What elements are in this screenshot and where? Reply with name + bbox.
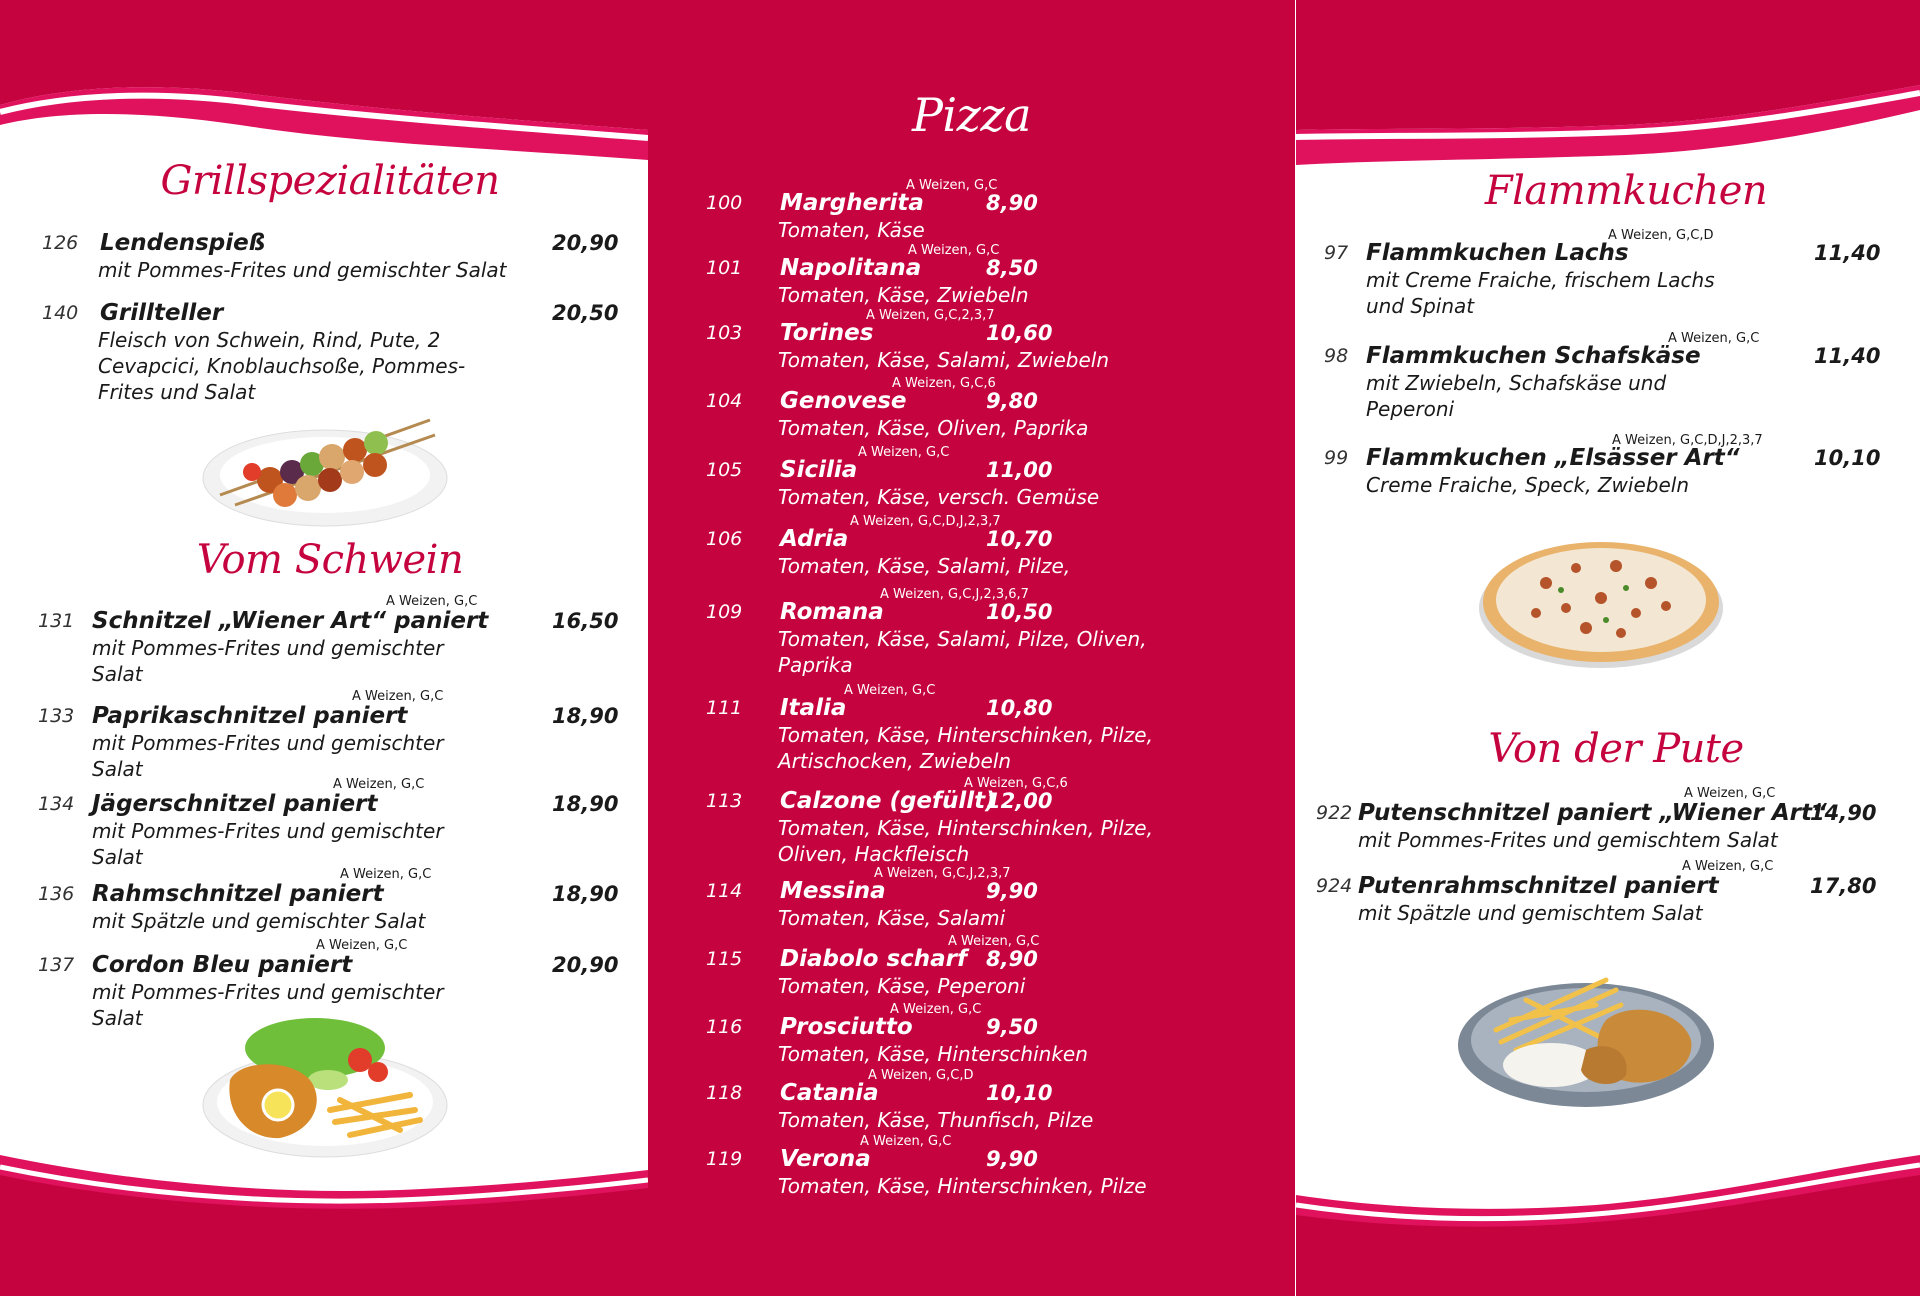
menu-item — [648, 1134, 1295, 1198]
item-allergens: A Weizen, G,C — [908, 243, 1000, 258]
item-price: 20,90 — [552, 953, 619, 977]
item-name: Napolitana — [780, 255, 922, 281]
item-description: mit Spätzle und gemischter Salat — [92, 909, 426, 933]
item-price: 10,70 — [986, 527, 1053, 551]
menu-item — [648, 445, 1295, 509]
item-description: mit Creme Fraiche, frischem Lachs und Spinat — [1366, 268, 1715, 318]
item-price: 16,50 — [552, 609, 619, 633]
item-number: 137 — [38, 954, 75, 976]
item-number: 136 — [38, 883, 75, 905]
item-number: 109 — [706, 601, 743, 623]
menu-item — [648, 683, 1295, 773]
item-name: Verona — [780, 1146, 871, 1172]
item-price: 14,90 — [1810, 801, 1877, 825]
item-allergens: A Weizen, G,C — [386, 594, 478, 609]
item-price: 11,40 — [1814, 241, 1881, 265]
item-allergens: A Weizen, G,C — [352, 689, 444, 704]
item-name: Sicilia — [780, 457, 858, 483]
item-number: 126 — [42, 232, 79, 254]
item-description: Tomaten, Käse, Thunfisch, Pilze — [778, 1108, 1094, 1132]
item-number: 140 — [42, 302, 79, 324]
item-description: Tomaten, Käse, Hinterschinken, Pilze — [778, 1174, 1147, 1198]
item-number: 113 — [706, 790, 743, 812]
item-number: 131 — [38, 610, 75, 632]
item-price: 8,50 — [986, 256, 1038, 280]
menu-item — [648, 934, 1295, 998]
item-allergens: A Weizen, G,C — [860, 1134, 952, 1149]
menu-item — [648, 243, 1295, 307]
item-name: Lendenspieß — [100, 230, 266, 256]
menu-item — [648, 308, 1295, 372]
grill-title: Grillspezialitäten — [160, 158, 500, 204]
item-name: Prosciutto — [780, 1014, 913, 1040]
item-name: Schnitzel „Wiener Art“ paniert — [92, 608, 489, 634]
item-name: Italia — [780, 695, 847, 721]
item-name: Diabolo scharf — [780, 946, 968, 972]
item-number: 116 — [706, 1016, 743, 1038]
pizza-title: Pizza — [911, 88, 1032, 142]
menu-item — [648, 1002, 1295, 1066]
menu-item — [0, 230, 648, 282]
item-price: 10,80 — [986, 696, 1053, 720]
item-name: Margherita — [780, 190, 924, 216]
item-allergens: A Weizen, G,C — [1682, 859, 1774, 874]
item-description: Tomaten, Käse, Salami — [778, 906, 1006, 930]
item-number: 105 — [706, 459, 743, 481]
item-number: 100 — [706, 192, 743, 214]
item-name: Rahmschnitzel paniert — [92, 881, 384, 907]
item-allergens: A Weizen, G,C,D,J,2,3,7 — [1612, 433, 1763, 448]
item-price: 8,90 — [986, 947, 1038, 971]
item-price: 9,90 — [986, 879, 1038, 903]
item-description: mit Pommes-Frites und gemischtem Salat — [1358, 828, 1778, 852]
item-price: 10,60 — [986, 321, 1053, 345]
item-name: Catania — [780, 1080, 879, 1106]
item-price: 18,90 — [552, 882, 619, 906]
item-number: 118 — [706, 1082, 743, 1104]
menu-item — [648, 1068, 1295, 1132]
menu-item — [648, 776, 1295, 866]
item-allergens: A Weizen, G,C — [906, 178, 998, 193]
flammkuchen-photo — [1476, 528, 1726, 673]
schwein-title: Vom Schwein — [196, 537, 464, 583]
item-price: 18,90 — [552, 792, 619, 816]
flamm-title: Flammkuchen — [1484, 168, 1768, 214]
item-description: Tomaten, Käse, Hinterschinken, Pilze, Artischocken, Zwiebeln — [778, 723, 1153, 773]
item-number: 97 — [1324, 242, 1349, 264]
menu-item — [648, 514, 1295, 578]
item-allergens: A Weizen, G,C — [858, 445, 950, 460]
item-number: 99 — [1324, 447, 1349, 469]
item-description: Tomaten, Käse, Peperoni — [778, 974, 1026, 998]
item-price: 10,10 — [986, 1081, 1053, 1105]
item-number: 114 — [706, 880, 743, 902]
top-wave — [0, 0, 648, 170]
item-name: Putenrahmschnitzel paniert — [1358, 873, 1719, 899]
item-description: Tomaten, Käse, Hinterschinken — [778, 1042, 1088, 1066]
item-number: 115 — [706, 948, 743, 970]
item-allergens: A Weizen, G,C,J,2,3,6,7 — [880, 587, 1029, 602]
item-allergens: A Weizen, G,C — [1668, 331, 1760, 346]
item-price: 8,90 — [986, 191, 1038, 215]
item-allergens: A Weizen, G,C — [333, 777, 425, 792]
item-description: Creme Fraiche, Speck, Zwiebeln — [1366, 473, 1690, 497]
menu-item — [648, 376, 1295, 440]
item-number: 104 — [706, 390, 743, 412]
item-description: Fleisch von Schwein, Rind, Pute, 2 Cevapcici, Knoblauchsoße, Pommes-Frites und Salat — [98, 328, 466, 404]
item-price: 10,10 — [1814, 446, 1881, 470]
item-name: Jägerschnitzel paniert — [92, 791, 378, 817]
item-number: 103 — [706, 322, 743, 344]
menu-item — [1296, 331, 1920, 421]
item-number: 924 — [1316, 875, 1353, 897]
menu-item — [0, 689, 648, 781]
menu-item — [648, 178, 1295, 242]
item-name: Romana — [780, 599, 884, 625]
item-description: Tomaten, Käse, Zwiebeln — [778, 283, 1029, 307]
item-allergens: A Weizen, G,C,J,2,3,7 — [874, 866, 1011, 881]
bottom-wave-right — [1296, 1150, 1920, 1296]
menu-item — [1296, 786, 1920, 852]
item-description: mit Spätzle und gemischtem Salat — [1358, 901, 1703, 925]
item-name: Grillteller — [100, 300, 224, 326]
item-name: Putenschnitzel paniert „Wiener Art“ — [1358, 800, 1827, 826]
item-description: Tomaten, Käse, versch. Gemüse — [778, 485, 1100, 509]
menu-item — [0, 300, 648, 404]
item-number: 106 — [706, 528, 743, 550]
item-name: Cordon Bleu paniert — [92, 952, 353, 978]
menu-item — [0, 594, 648, 686]
item-allergens: A Weizen, G,C,D — [868, 1068, 974, 1083]
menu-item — [648, 866, 1295, 930]
menu-item — [1296, 433, 1920, 497]
item-price: 20,50 — [552, 301, 619, 325]
item-name: Flammkuchen „Elsässer Art“ — [1366, 445, 1740, 471]
top-wave-right — [1296, 0, 1920, 175]
item-allergens: A Weizen, G,C — [1684, 786, 1776, 801]
item-allergens: A Weizen, G,C — [890, 1002, 982, 1017]
menu-item — [0, 867, 648, 933]
item-number: 119 — [706, 1148, 743, 1170]
item-price: 11,00 — [986, 458, 1053, 482]
item-price: 17,80 — [1810, 874, 1877, 898]
item-description: mit Pommes-Frites und gemischter Salat — [92, 731, 444, 781]
item-allergens: A Weizen, G,C,6 — [964, 776, 1068, 791]
item-description: mit Pommes-Frites und gemischter Salat — [92, 636, 444, 686]
item-description: mit Zwiebeln, Schafskäse und Peperoni — [1366, 371, 1667, 421]
item-description: mit Pommes-Frites und gemischter Salat — [92, 819, 444, 869]
menu-item — [1296, 228, 1920, 318]
item-price: 10,50 — [986, 600, 1053, 624]
item-description: Tomaten, Käse, Oliven, Paprika — [778, 416, 1089, 440]
item-description: mit Pommes-Frites und gemischter Salat — [92, 980, 444, 1030]
item-price: 9,80 — [986, 389, 1038, 413]
item-number: 133 — [38, 705, 75, 727]
menu-item — [1296, 859, 1920, 925]
item-description: Tomaten, Käse, Salami, Pilze, — [778, 554, 1071, 578]
item-description: Tomaten, Käse, Salami, Zwiebeln — [778, 348, 1110, 372]
item-name: Paprikaschnitzel paniert — [92, 703, 408, 729]
middle-panel — [648, 0, 1295, 1296]
item-name: Flammkuchen Lachs — [1366, 240, 1629, 266]
item-price: 9,90 — [986, 1147, 1038, 1171]
item-price: 20,90 — [552, 231, 619, 255]
item-name: Calzone (gefüllt) — [780, 788, 996, 814]
item-name: Torines — [780, 320, 874, 346]
item-number: 98 — [1324, 345, 1349, 367]
item-name: Genovese — [780, 388, 907, 414]
item-allergens: A Weizen, G,C,2,3,7 — [866, 308, 995, 323]
item-name: Messina — [780, 878, 886, 904]
item-price: 12,00 — [986, 789, 1053, 813]
item-allergens: A Weizen, G,C — [948, 934, 1040, 949]
turkey-schnitzel-photo — [1456, 960, 1716, 1115]
item-price: 18,90 — [552, 704, 619, 728]
menu-item — [0, 777, 648, 869]
item-description: Tomaten, Käse, Hinterschinken, Pilze, Oliven, Hackfleisch — [778, 816, 1153, 866]
menu-item — [0, 938, 648, 1030]
grill-skewer-photo — [200, 400, 450, 530]
pute-title: Von der Pute — [1488, 726, 1744, 772]
item-description: Tomaten, Käse, Salami, Pilze, Oliven, Paprika — [778, 627, 1147, 677]
item-number: 111 — [706, 697, 743, 719]
item-number: 101 — [706, 257, 743, 279]
bottom-wave — [0, 1150, 648, 1296]
right-panel — [1296, 0, 1920, 1296]
item-price: 9,50 — [986, 1015, 1038, 1039]
item-number: 922 — [1316, 802, 1353, 824]
left-panel — [0, 0, 648, 1296]
item-allergens: A Weizen, G,C,6 — [892, 376, 996, 391]
item-price: 11,40 — [1814, 344, 1881, 368]
item-number: 134 — [38, 793, 75, 815]
schnitzel-photo — [200, 1010, 450, 1160]
item-description: mit Pommes-Frites und gemischter Salat — [98, 258, 507, 282]
menu-item — [648, 587, 1295, 677]
item-allergens: A Weizen, G,C,D — [1608, 228, 1714, 243]
item-name: Flammkuchen Schafskäse — [1366, 343, 1701, 369]
item-name: Adria — [780, 526, 849, 552]
item-allergens: A Weizen, G,C — [340, 867, 432, 882]
item-description: Tomaten, Käse — [778, 218, 925, 242]
item-allergens: A Weizen, G,C — [316, 938, 408, 953]
item-allergens: A Weizen, G,C,D,J,2,3,7 — [850, 514, 1001, 529]
item-allergens: A Weizen, G,C — [844, 683, 936, 698]
